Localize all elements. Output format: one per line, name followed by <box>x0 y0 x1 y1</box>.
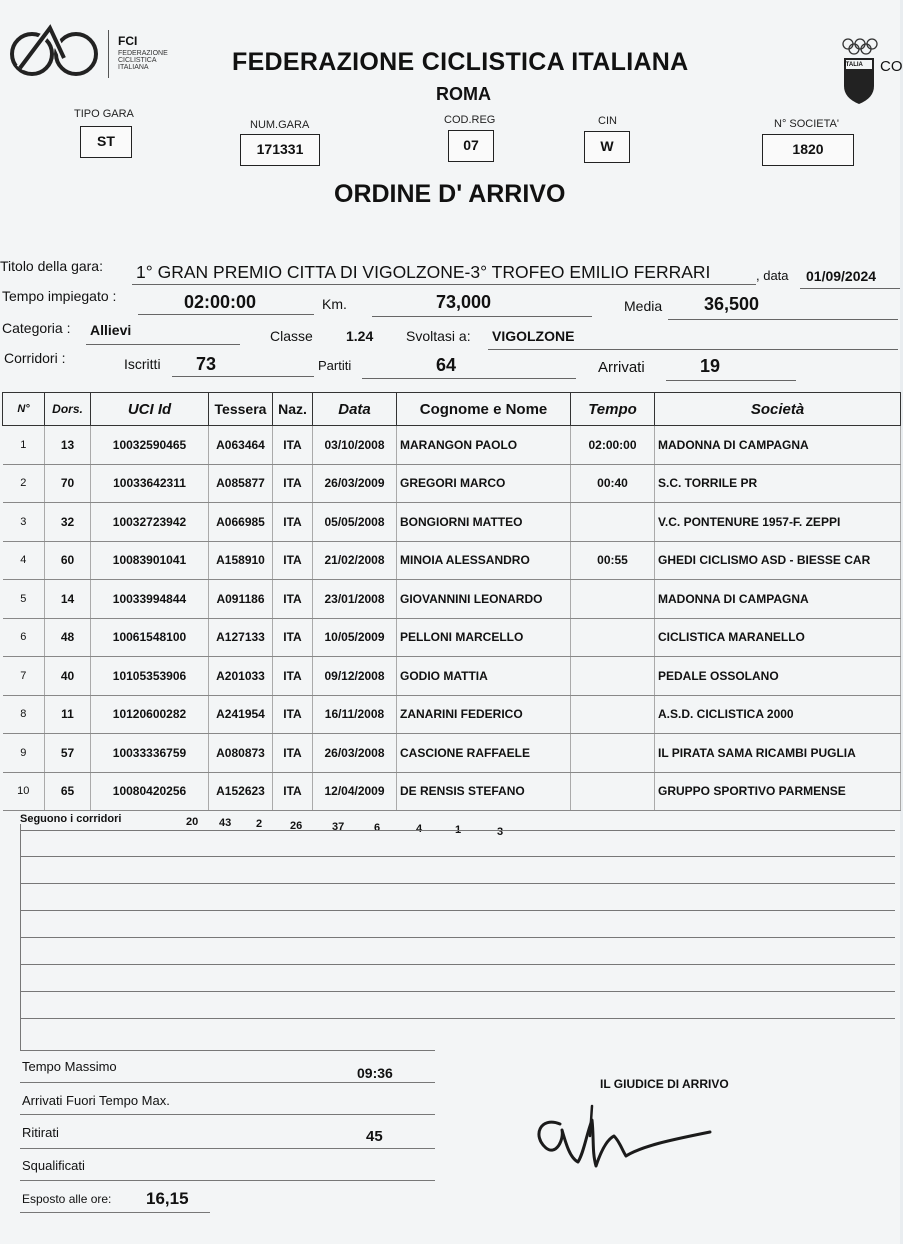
cell-naz: ITA <box>273 426 313 465</box>
cell-naz: ITA <box>273 541 313 580</box>
cell-pos: 1 <box>3 426 45 465</box>
logo-divider <box>108 30 109 78</box>
table-row <box>3 695 901 734</box>
coni-logo-text: ITALIA <box>844 62 863 68</box>
cell-tempo <box>571 734 655 773</box>
document-title: ORDINE D' ARRIVO <box>334 180 566 208</box>
edge-text: CO <box>880 58 903 75</box>
logo-abbr: FCI <box>118 34 138 48</box>
following-number: 1 <box>455 824 462 837</box>
posted-label: Esposto alle ore: <box>22 1192 112 1206</box>
results-table <box>2 392 901 811</box>
cell-tempo: 00:55 <box>571 541 655 580</box>
federation-city: ROMA <box>436 84 491 104</box>
ruled-line <box>20 883 895 884</box>
category-label: Categoria : <box>2 320 71 336</box>
cell-societa: MADONNA DI CAMPAGNA <box>655 426 901 465</box>
cell-tempo <box>571 503 655 542</box>
cell-naz: ITA <box>273 772 313 811</box>
cell-societa: MADONNA DI CAMPAGNA <box>655 580 901 619</box>
cell-tessera: A241954 <box>209 695 273 734</box>
cell-tempo <box>571 657 655 696</box>
col-header-societa: Società <box>655 393 901 426</box>
societa-label: N° SOCIETA' <box>774 118 839 130</box>
cell-naz: ITA <box>273 580 313 619</box>
cell-tessera: A127133 <box>209 618 273 657</box>
cell-data: 09/12/2008 <box>313 657 397 696</box>
cell-naz: ITA <box>273 657 313 696</box>
cell-data: 10/05/2009 <box>313 618 397 657</box>
disqualified-label: Squalificati <box>22 1158 85 1173</box>
cell-naz: ITA <box>273 618 313 657</box>
cin-label: CIN <box>598 115 617 127</box>
place-label: Svoltasi a: <box>406 328 471 344</box>
cell-tempo <box>571 580 655 619</box>
federation-title: FEDERAZIONE CICLISTICA ITALIANA <box>232 48 689 76</box>
cell-dors: 14 <box>45 580 91 619</box>
following-number: 6 <box>374 822 381 834</box>
cell-dors: 13 <box>45 426 91 465</box>
cell-pos: 9 <box>3 734 45 773</box>
race-title-label: Titolo della gara: <box>0 258 103 274</box>
ruled-line <box>20 1018 895 1019</box>
cell-tessera: A066985 <box>209 503 273 542</box>
race-category: Allievi <box>90 322 132 338</box>
cell-tessera: A158910 <box>209 541 273 580</box>
results-body <box>3 426 901 811</box>
cell-data: 26/03/2009 <box>313 464 397 503</box>
cell-societa: A.S.D. CICLISTICA 2000 <box>655 695 901 734</box>
cell-data: 23/01/2008 <box>313 580 397 619</box>
cell-naz: ITA <box>273 503 313 542</box>
cell-nome: BONGIORNI MATTEO <box>397 503 571 542</box>
posted-time: 16,15 <box>146 1189 189 1208</box>
max-time-label: Tempo Massimo <box>22 1059 117 1074</box>
iscritti-label: Iscritti <box>124 356 161 372</box>
cell-tempo <box>571 618 655 657</box>
table-header-row <box>3 393 901 426</box>
cell-tempo <box>571 772 655 811</box>
cell-pos: 6 <box>3 618 45 657</box>
societa-field: 1820 <box>762 134 854 166</box>
table-row <box>3 618 901 657</box>
cell-pos: 7 <box>3 657 45 696</box>
table-row <box>3 734 901 773</box>
cell-dors: 65 <box>45 772 91 811</box>
col-header-dors: Dors. <box>45 393 91 426</box>
following-number: 26 <box>290 819 303 832</box>
judge-label: IL GIUDICE DI ARRIVO <box>600 1077 729 1091</box>
cell-societa: S.C. TORRILE PR <box>655 464 901 503</box>
race-arrivati: 19 <box>700 356 721 376</box>
cell-uci: 10032723942 <box>91 503 209 542</box>
cell-tessera: A085877 <box>209 464 273 503</box>
cell-data: 05/05/2008 <box>313 503 397 542</box>
table-row <box>3 426 901 465</box>
following-number: 43 <box>219 817 232 830</box>
logo-text: FEDERAZIONE CICLISTICA ITALIANA <box>118 50 168 71</box>
table-row <box>3 657 901 696</box>
cell-dors: 70 <box>45 464 91 503</box>
ruled-line <box>20 856 895 857</box>
col-header-uci: UCI Id <box>91 393 209 426</box>
ruled-line <box>20 991 895 992</box>
cell-uci: 10105353906 <box>91 657 209 696</box>
cell-uci: 10120600282 <box>91 695 209 734</box>
following-number: 37 <box>332 820 345 833</box>
frame-bottom <box>20 1050 435 1051</box>
cell-pos: 2 <box>3 464 45 503</box>
cell-tessera: A201033 <box>209 657 273 696</box>
cell-societa: GHEDI CICLISMO ASD - BIESSE CAR <box>655 541 901 580</box>
cell-uci: 10083901041 <box>91 541 209 580</box>
cell-nome: GIOVANNINI LEONARDO <box>397 580 571 619</box>
cell-naz: ITA <box>273 695 313 734</box>
cell-uci: 10061548100 <box>91 618 209 657</box>
cell-naz: ITA <box>273 734 313 773</box>
cell-pos: 8 <box>3 695 45 734</box>
following-label: Seguono i corridori <box>20 813 122 825</box>
time-label: Tempo impiegato : <box>2 288 117 304</box>
cell-dors: 40 <box>45 657 91 696</box>
cell-tempo <box>571 695 655 734</box>
race-partiti: 64 <box>436 355 457 375</box>
frame-left <box>20 824 21 1050</box>
km-label: Km. <box>322 296 347 312</box>
cell-tessera: A152623 <box>209 772 273 811</box>
cell-societa: CICLISTICA MARANELLO <box>655 618 901 657</box>
col-header-tempo: Tempo <box>571 393 655 426</box>
coni-logo-icon <box>840 36 880 111</box>
media-label: Media <box>624 298 663 314</box>
cell-dors: 48 <box>45 618 91 657</box>
cod-reg-field: 07 <box>448 130 494 162</box>
ruled-line <box>20 910 895 911</box>
col-header-nome: Cognome e Nome <box>397 393 571 426</box>
col-header-tessera: Tessera <box>209 393 273 426</box>
table-row <box>3 772 901 811</box>
ruled-line <box>20 830 895 831</box>
cell-uci: 10032590465 <box>91 426 209 465</box>
race-media: 36,500 <box>704 294 760 314</box>
ruled-line <box>20 937 895 938</box>
cell-uci: 10080420256 <box>91 772 209 811</box>
cell-uci: 10033994844 <box>91 580 209 619</box>
cell-societa: GRUPPO SPORTIVO PARMENSE <box>655 772 901 811</box>
class-label: Classe <box>270 328 313 344</box>
race-title: 1° GRAN PREMIO CITTA DI VIGOLZONE-3° TROFEO EMILIO FERRARI <box>136 262 711 282</box>
table-row <box>3 541 901 580</box>
col-header-pos: N° <box>3 393 45 426</box>
cell-nome: MARANGON PAOLO <box>397 426 571 465</box>
cell-data: 26/03/2008 <box>313 734 397 773</box>
cell-dors: 11 <box>45 695 91 734</box>
cell-data: 12/04/2009 <box>313 772 397 811</box>
table-row <box>3 580 901 619</box>
riders-label: Corridori : <box>4 350 66 366</box>
following-number: 3 <box>497 825 504 838</box>
cell-dors: 57 <box>45 734 91 773</box>
cell-data: 21/02/2008 <box>313 541 397 580</box>
race-place: VIGOLZONE <box>492 328 575 344</box>
cod-reg-label: COD.REG <box>444 114 496 126</box>
cell-pos: 10 <box>3 772 45 811</box>
following-number: 2 <box>256 818 263 831</box>
retired-count: 45 <box>366 1128 383 1145</box>
cell-societa: IL PIRATA SAMA RICAMBI PUGLIA <box>655 734 901 773</box>
arrivati-label: Arrivati <box>598 359 645 376</box>
partiti-label: Partiti <box>318 358 352 373</box>
cell-tempo: 00:40 <box>571 464 655 503</box>
cell-nome: ZANARINI FEDERICO <box>397 695 571 734</box>
cell-uci: 10033336759 <box>91 734 209 773</box>
cell-naz: ITA <box>273 464 313 503</box>
tipo-gara-label: TIPO GARA <box>74 108 134 120</box>
cell-data: 16/11/2008 <box>313 695 397 734</box>
race-iscritti: 73 <box>196 354 217 374</box>
following-number: 20 <box>186 816 199 828</box>
max-time: 09:36 <box>357 1065 393 1081</box>
out-of-time-label: Arrivati Fuori Tempo Max. <box>22 1093 170 1108</box>
cell-societa: V.C. PONTENURE 1957-F. ZEPPI <box>655 503 901 542</box>
cell-societa: PEDALE OSSOLANO <box>655 657 901 696</box>
col-header-naz: Naz. <box>273 393 313 426</box>
cell-pos: 4 <box>3 541 45 580</box>
race-date-label: , data <box>756 268 789 283</box>
cell-tempo: 02:00:00 <box>571 426 655 465</box>
cell-tessera: A091186 <box>209 580 273 619</box>
cell-dors: 32 <box>45 503 91 542</box>
fci-logo-icon <box>6 18 102 82</box>
cell-pos: 3 <box>3 503 45 542</box>
race-km: 73,000 <box>436 292 492 312</box>
tipo-gara-field: ST <box>80 126 132 158</box>
race-class: 1.24 <box>346 328 374 344</box>
cell-pos: 5 <box>3 580 45 619</box>
cell-uci: 10033642311 <box>91 464 209 503</box>
cell-nome: CASCIONE RAFFAELE <box>397 734 571 773</box>
cell-nome: PELLONI MARCELLO <box>397 618 571 657</box>
cell-tessera: A063464 <box>209 426 273 465</box>
num-gara-label: NUM.GARA <box>250 119 310 131</box>
cell-tessera: A080873 <box>209 734 273 773</box>
race-date: 01/09/2024 <box>806 268 877 284</box>
num-gara-field: 171331 <box>240 134 320 166</box>
cin-field: W <box>584 131 630 163</box>
col-header-data: Data <box>313 393 397 426</box>
cell-data: 03/10/2008 <box>313 426 397 465</box>
cell-dors: 60 <box>45 541 91 580</box>
cell-nome: GODIO MATTIA <box>397 657 571 696</box>
cell-nome: GREGORI MARCO <box>397 464 571 503</box>
ruled-line <box>20 964 895 965</box>
table-row <box>3 503 901 542</box>
judge-signature-icon <box>530 1096 730 1176</box>
cell-nome: DE RENSIS STEFANO <box>397 772 571 811</box>
table-row <box>3 464 901 503</box>
following-number: 4 <box>416 823 423 836</box>
cell-nome: MINOIA ALESSANDRO <box>397 541 571 580</box>
retired-label: Ritirati <box>22 1125 59 1140</box>
race-time: 02:00:00 <box>184 292 257 312</box>
